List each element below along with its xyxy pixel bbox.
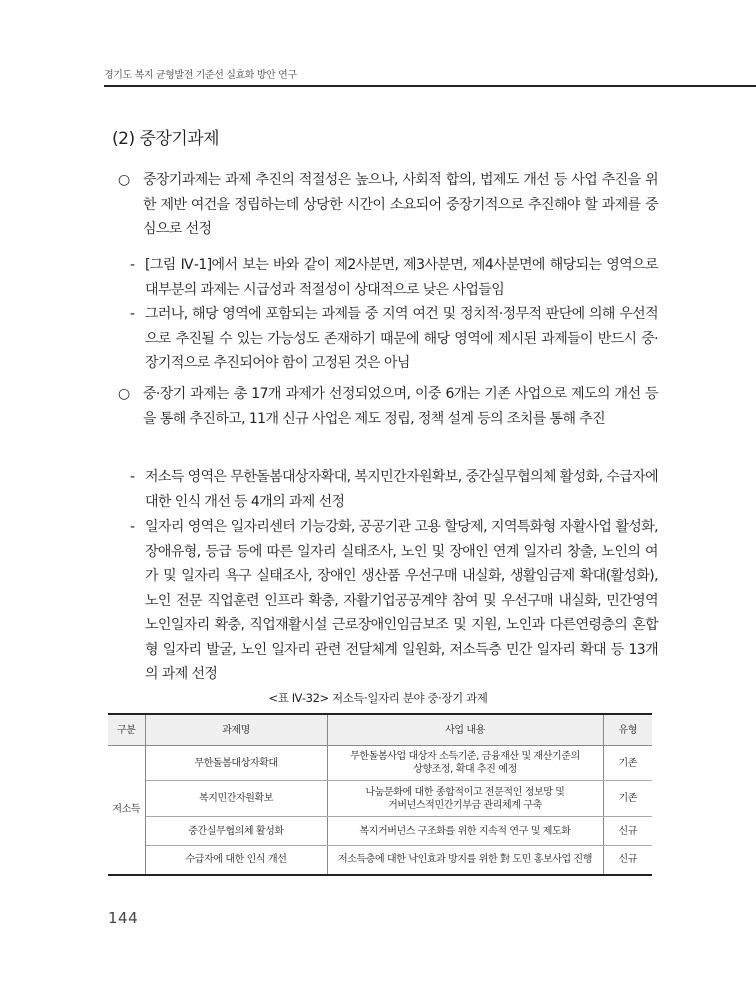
content-cell: 복지거버넌스 구조화를 위한 지속적 연구 및 제도화	[327, 817, 603, 846]
circle-bullet-icon: ○	[118, 386, 130, 402]
circle-bullet-icon: ○	[118, 172, 130, 188]
type-cell: 신규	[603, 817, 652, 846]
paragraph-text: 중·장기 과제는 총 17개 과제가 선정되었으며, 이중 6개는 기존 사업으로 제도의 개선 등을 통해 추진하고, 11개 신규 사업은 제도 정립, 정책 설계 등의 조치를 통해 추진	[143, 386, 658, 427]
task-name-cell: 복지민간자원확보	[145, 781, 327, 817]
paragraph-text: 일자리 영역은 일자리센터 기능강화, 공공기관 고용 할당제, 지역특화형 자활사업 활성화, 장애유형, 등급 등에 따른 일자리 실태조사, 노인 및 장애인 연계 일자리 창출, 노인의 여가 및 일자리 욕구 실태조사, 장애인 생산품 우선구매 내실화, 생활임금제 확대(활성화), 노인 전문 직업훈련 인프라 확충, 자활기업공공계약 참여 및 우선구매 내실화, 민간영역 노인일자리 확충, 직업재활시설 근로장애인임금보조 및 지원, 노인과 다른연령층의 혼합형 일자리 발굴, 노인 일자리 관련 전달체계 일원화, 저소득층 민간 일자리 확대 등 13개의 과제 선정	[145, 519, 658, 682]
dash-bullet-icon: -	[130, 306, 135, 322]
category-cell: 저소득	[108, 746, 145, 875]
column-header-type: 유형	[603, 714, 652, 746]
column-header-content: 사업 내용	[327, 714, 603, 746]
paragraph-text: 중장기과제는 과제 추진의 적절성은 높으나, 사회적 합의, 법제도 개선 등 사업 추진을 위한 제반 여건을 정립하는데 상당한 시간이 소요되어 중장기적으로 추진해야 할 과제를 중심으로 선정	[143, 172, 658, 237]
table-row	[108, 846, 652, 875]
content-line: 거버넌스적민간기부금 관리체계 구축	[388, 799, 542, 811]
dash-bullet-icon: -	[130, 257, 135, 273]
dash-bullet-icon: -	[130, 469, 135, 485]
task-name-cell: 수급자에 대한 인식 개선	[145, 846, 327, 875]
section-heading: (2) 중장기과제	[112, 129, 220, 149]
task-name-cell: 중간실무협의체 활성화	[145, 817, 327, 846]
table-row	[108, 781, 652, 817]
header-rule	[104, 85, 756, 87]
paragraph-text: [그림 Ⅳ-1]에서 보는 바와 같이 제2사분면, 제3사분면, 제4사분면에 해당되는 영역으로 대부분의 과제는 시급성과 적절성이 상대적으로 낮은 사업들임	[145, 257, 658, 298]
dash-bullet-icon: -	[130, 519, 135, 535]
paragraph-text: 그러나, 해당 영역에 포함되는 과제들 중 지역 여건 및 정치적·정무적 판단에 의해 우선적으로 추진될 수 있는 가능성도 존재하기 때문에 해당 영역에 제시된 과제들이 반드시 중·장기적으로 추진되어야 함이 고정된 것은 아님	[145, 306, 658, 371]
task-table	[108, 713, 652, 876]
table-row	[108, 746, 652, 781]
type-cell: 기존	[603, 781, 652, 817]
page-number: 144	[108, 909, 139, 927]
content-line: 나눔문화에 대한 종합적이고 전문적인 정보망 및	[365, 786, 565, 798]
paragraph-text: 저소득 영역은 무한돌봄대상자확대, 복지민간자원확보, 중간실무협의체 활성화, 수급자에 대한 인식 개선 등 4개의 과제 선정	[145, 469, 658, 510]
table-caption: <표 Ⅳ-32> 저소득·일자리 분야 중·장기 과제	[268, 691, 488, 705]
content-cell: 저소득층에 대한 낙인효과 방지를 위한 對 도민 홍보사업 진행	[327, 846, 603, 875]
type-cell: 신규	[603, 846, 652, 875]
column-header-category: 구분	[108, 714, 145, 746]
table-header-row	[108, 714, 652, 746]
content-line: 무한돌봄사업 대상자 소득기준, 금융재산 및 재산기준의	[350, 751, 580, 762]
task-name-cell: 무한돌봄대상자확대	[145, 746, 327, 781]
table-row	[108, 817, 652, 846]
type-cell: 기존	[603, 746, 652, 781]
content-line: 상향조정, 확대 추진 예정	[413, 764, 517, 775]
column-header-task-name: 과제명	[145, 714, 327, 746]
content-cell	[327, 746, 603, 781]
content-cell	[327, 781, 603, 817]
running-header: 경기도 복지 균형발전 기준선 실효화 방안 연구	[104, 70, 297, 81]
